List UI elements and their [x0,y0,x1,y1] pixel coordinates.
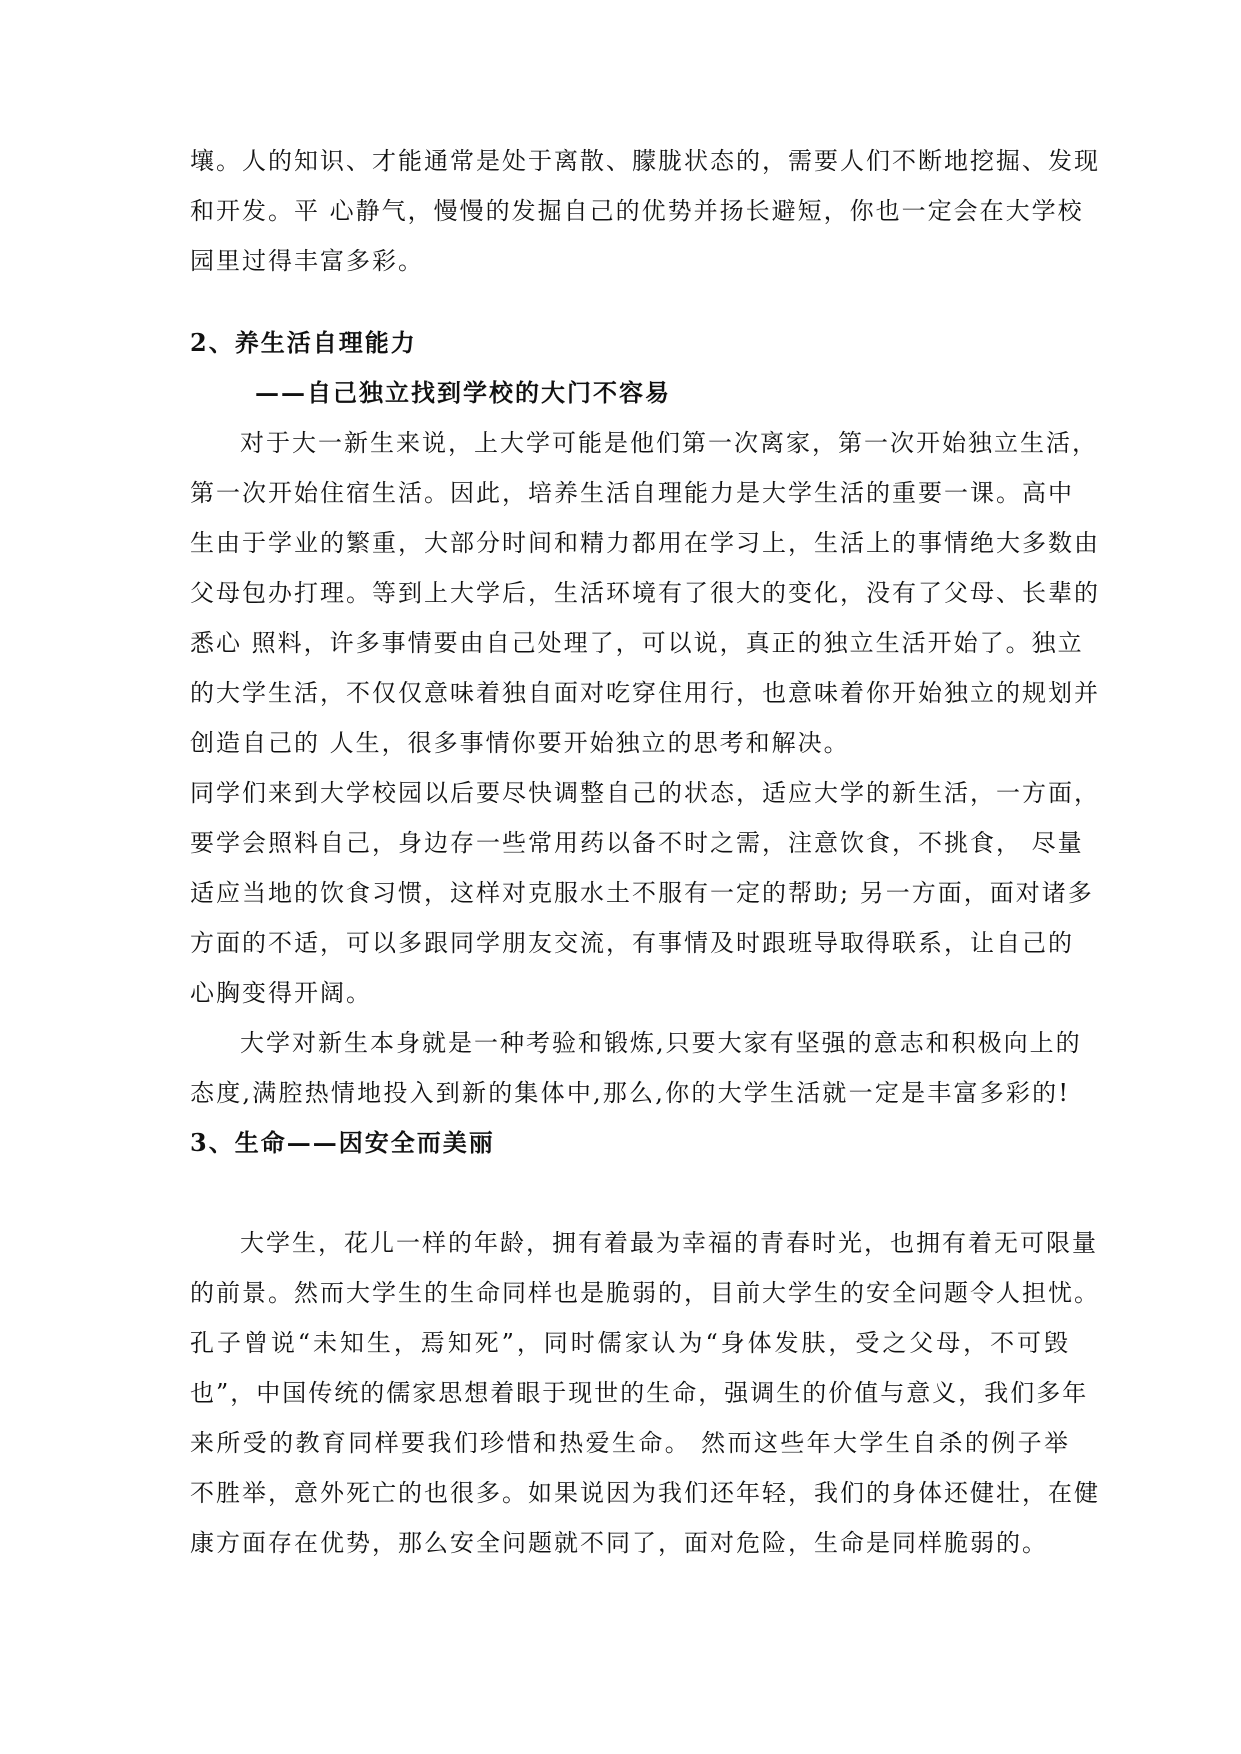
section-2-para-a-line-3: 生由于学业的繁重，大部分时间和精力都用在学习上，生活上的事情绝大多数由 [190,529,1100,557]
section-3-line-1: 大学生，花儿一样的年龄，拥有着最为幸福的青春时光，也拥有着无可限量 [240,1229,1098,1257]
section-3-line-5: 来所受的教育同样要我们珍惜和热爱生命。 然而这些年大学生自杀的例子举 [190,1429,1070,1457]
section-2-para-a-line-2: 第一次开始住宿生活。因此，培养生活自理能力是大学生活的重要一课。高中 [190,479,1074,507]
section-2-para-a-line-7: 创造自己的 人生，很多事情你要开始独立的思考和解决。 [190,729,850,757]
paragraph-1-line-2: 和开发。平 心静气，慢慢的发掘自己的优势并扬长避短，你也一定会在大学校 [190,197,1084,225]
section-2-para-b-line-4: 方面的不适，可以多跟同学朋友交流，有事情及时跟班导取得联系，让自己的 [190,929,1074,957]
section-3-line-6: 不胜举，意外死亡的也很多。如果说因为我们还年轻，我们的身体还健壮，在健 [190,1479,1100,1507]
section-3-line-3: 孔子曾说“未知生，焉知死”，同时儒家认为“身体发肤，受之父母，不可毁 [190,1329,1070,1357]
section-2-para-b-line-3: 适应当地的饮食习惯，这样对克服水土不服有一定的帮助; 另一方面，面对诸多 [190,879,1094,907]
section-2-title: 2、养生活自理能力 [190,328,417,357]
section-2-para-c-line-2: 态度,满腔热情地投入到新的集体中,那么,你的大学生活就一定是丰富多彩的! [190,1079,1070,1107]
section-3-title: 3、生命——因安全而美丽 [190,1128,495,1157]
section-2-para-b-line-5: 心胸变得开阔。 [190,979,372,1007]
section-3-line-4: 也”，中国传统的儒家思想着眼于现世的生命，强调生的价值与意义，我们多年 [190,1379,1089,1407]
section-2-para-a-line-4: 父母包办打理。等到上大学后，生活环境有了很大的变化，没有了父母、长辈的 [190,579,1100,607]
section-2-para-a-line-6: 的大学生活，不仅仅意味着独自面对吃穿住用行，也意味着你开始独立的规划并 [190,679,1100,707]
section-2-para-a-line-1: 对于大一新生来说，上大学可能是他们第一次离家，第一次开始独立生活， [240,429,1098,457]
section-3-line-7: 康方面存在优势，那么安全问题就不同了，面对危险，生命是同样脆弱的。 [190,1529,1048,1557]
paragraph-1-line-3: 园里过得丰富多彩。 [190,247,424,275]
section-2-para-b-line-1: 同学们来到大学校园以后要尽快调整自己的状态，适应大学的新生活，一方面， [190,779,1100,807]
section-2-para-a-line-5: 悉心 照料，许多事情要由自己处理了，可以说，真正的独立生活开始了。独立 [190,629,1084,657]
section-2-para-c-line-1: 大学对新生本身就是一种考验和锻炼,只要大家有坚强的意志和积极向上的 [240,1029,1082,1057]
paragraph-1-line-1: 壤。人的知识、才能通常是处于离散、朦胧状态的，需要人们不断地挖掘、发现 [190,147,1100,175]
section-3-line-2: 的前景。然而大学生的生命同样也是脆弱的，目前大学生的安全问题令人担忧。 [190,1279,1100,1307]
section-2-para-b-line-2: 要学会照料自己，身边存一些常用药以备不时之需，注意饮食，不挑食， 尽量 [190,829,1084,857]
section-2-subtitle: ——自己独立找到学校的大门不容易 [255,378,671,407]
